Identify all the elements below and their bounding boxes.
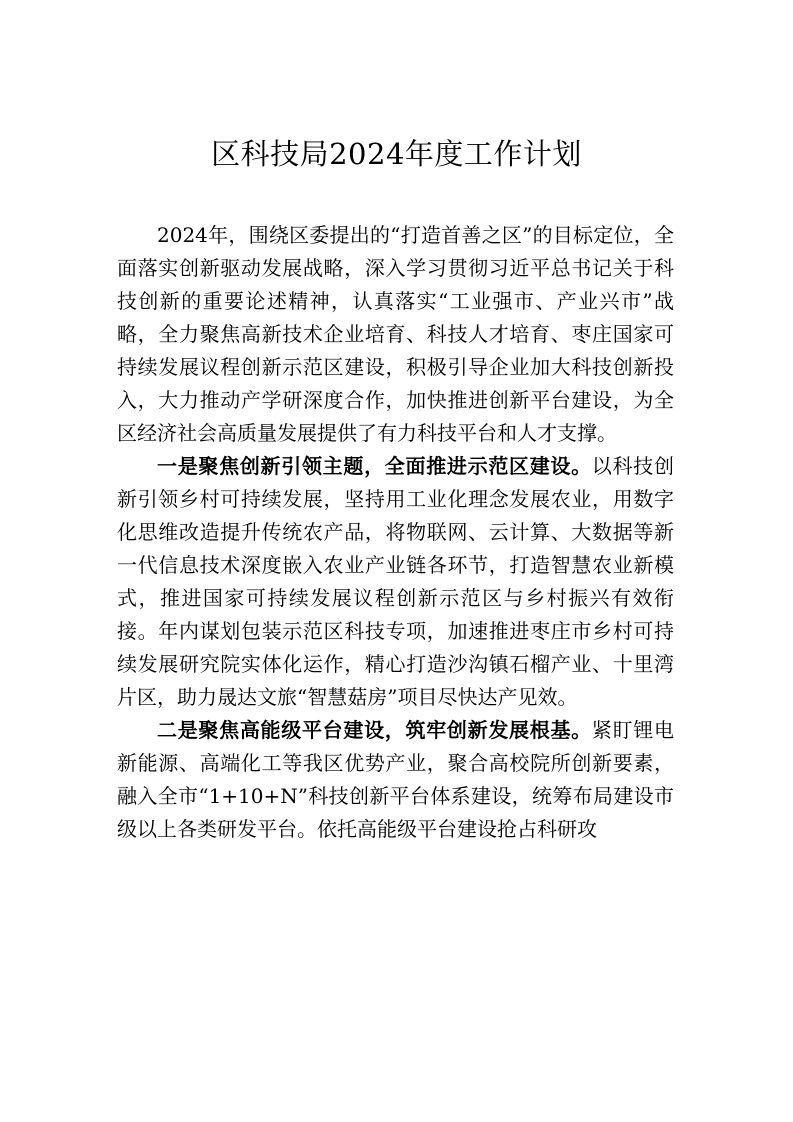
document-title: 区科技局2024年度工作计划	[211, 137, 582, 171]
paragraph-text: 以科技创新引领乡村可持续发展，坚持用工业化理念发展农业，用数字化思维改造提升传统农产品，将物联网、云计算、大数据等新一代信息技术深度嵌入农业产业链各环节，打造智慧农业新模式，推进国家可持续发展议程创新示范区与乡村振兴有效衔接。年内谋划包装示范区科技专项，加速推进枣庄市乡村可持续发展研究院实体化运作，精心打造沙沟镇石榴产业、十里湾片区，助力晟达文旅“智慧菇房”项目尽快达产见效。	[117, 454, 675, 709]
section-one-paragraph	[117, 450, 674, 714]
section-one-heading: 一是聚焦创新引领主题，全面推进示范区建设。	[157, 454, 592, 478]
paragraph-text: 紧盯锂电新能源、高端化工等我区优势产业，聚合高校院所创新要素，融入全市“1+10+N”科技创新平台体系建设，统筹布局建设市级以上各类研发平台。依托高能级平台建设抢占科研攻	[117, 718, 675, 841]
document-body	[117, 219, 674, 846]
section-two-heading: 二是聚焦高能级平台建设，筑牢创新发展根基。	[157, 718, 592, 742]
intro-paragraph	[117, 219, 674, 450]
section-two-paragraph	[117, 714, 674, 846]
paragraph-text: 2024年，围绕区委提出的“打造首善之区”的目标定位，全面落实创新驱动发展战略，深入学习贯彻习近平总书记关于科技创新的重要论述精神，认真落实“工业强市、产业兴市”战略，全力聚焦高新技术企业培育、科技人才培育、枣庄国家可持续发展议程创新示范区建设，积极引导企业加大科技创新投入，大力推动产学研深度合作，加快推进创新平台建设，为全区经济社会高质量发展提供了有力科技平台和人才支撑。	[117, 223, 674, 445]
